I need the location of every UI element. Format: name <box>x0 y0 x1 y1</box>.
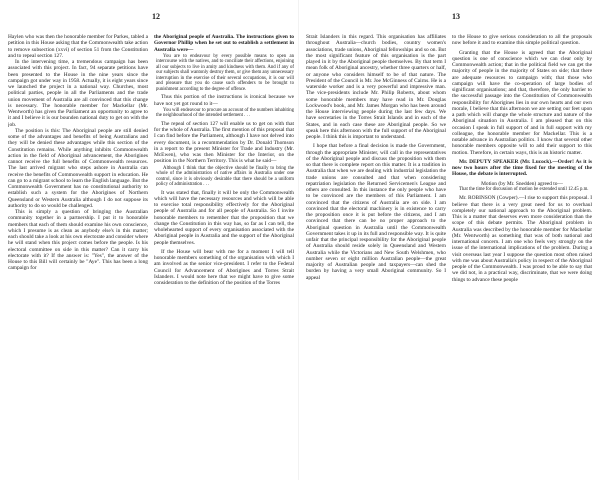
page-gutter <box>298 0 299 480</box>
motion-detail: That the time for discussion of motion be extended until 12.45 p.m. <box>459 186 589 192</box>
deputy-speaker-statement: Mr. DEPUTY SPEAKER (Mr. Lucock).—Order! As it is now two hours after the time fixed for the meeting of the House, the debate is interrupted. <box>452 158 592 178</box>
left-column-1 <box>8 34 148 286</box>
page-number: 13 <box>452 12 460 21</box>
paragraph: It was stated that, finally it will be only the Commonwealth which will have the necessary resources and which will be able to exercise total responsibility effectively for the Aboriginal people of Australia and for all people of Australia. So I invite honorable members to remember that the proposition that we change the Constitution in this way has, so far as I can tell, the wholehearted support of every organisation associated with the Aboriginal people in Australia and the support of the Aboriginal people themselves. <box>154 189 294 246</box>
paragraph: Granting that the House is agreed that the Aboriginal question is one of conscience which we can clear only by Commonwealth action; that in the political field we can get the majority of people in the majority of States on side; that there are adequate resources to campaign with; that those who campaign will have the co-operation of large bodies of significant organisations; and that, therefore, the only barrier to the successful passage into the Constitution of Commonwealth responsibility for Aborigines lies in our own hearts and our own morale, I believe that this afternoon we are setting our feet upon a path which will change the whole structure and nature of the Aboriginal situation in Australia. I am pleased that on this occasion I speak in full support of and in full support with my colleague, the honorable member for Mackellar. This is a notable advance in Australian politics. I know that several other honorable members opposite will to add their support to this motion. Therefore, in certain ways, this is an historic matter. <box>452 49 592 156</box>
right-page <box>306 0 592 480</box>
paragraph: The position is this: The Aboriginal people are still denied some of the advantages and benefits of being Australians and they will be denied these advantages while this section of the Constitution remains. While anything inhibits Commonwealth action in the field of Aboriginal advancement, the Aborigines cannot receive the full benefits of Commonwealth resources. The last arrived migrant who steps ashore in Australia can receive the benefits of Commonwealth support in education. He can go to a migrant school to learn the English language. But the Commonwealth Government has no constitutional authority to establish such a system for the Aborigines of Northern Queensland or Western Australia although I do not suppose its authority to do so would be challenged. <box>8 127 148 209</box>
paragraph: Haylen who was then the honorable member for Parkes, tabled a petition in this House asking that the Commonwealth take action to remove subsection (xxvi) of section 51 from the Constitution and to repeal section 127. <box>8 34 148 59</box>
speech-robinson: Mr. ROBINSON (Cowper).—I rise to support this proposal. I believe that there is a very great need for us to overhaul completely our national approach to the Aboriginal problem. This is a matter that deserves even more consideration than the scope of this debate permits. The Aboriginal problem in Australia was described by the honorable member for Mackellar (Mr. Wentworth) as something that was of both national and international concern. I am one who feels very strongly on the issue of the international implications of the problem. During a visit overseas last year I suppose the question most often raised with me was about Australia's policy in respect of the Aboriginal people of the Commonwealth. I was proud to be able to say that we did not, in a practical way, discriminate, that we were doing things to advance these people <box>452 195 592 283</box>
paragraph: the Aboriginal people of Australia. The instructions given to Governor Phillip when he set out to establish a settlement in Australia were— <box>154 34 294 53</box>
paragraph: If the House will bear with me for a moment I will tell honorable members something of the organisation with which I am involved as the senior vice-president. I refer to the Federal Council for Advancement of Aborigines and Torres Strait Islanders. I would note here that we might have to give some consideration to the definition of the position of the Torres <box>154 248 294 286</box>
block-quote: You will endeavour to procure an account of the numbers inhabiting the neighbourhood of the intended settlement . . . <box>156 107 294 119</box>
paragraph: This is simply a question of bringing the Australian community together in a partnership. I put it to honorable members that each of them should examine his own conscience, which I presume is as clean as anybody else's in this matter; each should take a look at his own electorate and consider where he will stand when this project comes before the people. Is his electoral committee on side in this matter? Can it carry his electorate with it? If the answer is: "Yes", the answer of the House to this Bill will certainly be "Aye". This has been a long campaign for <box>8 209 148 272</box>
right-column-1 <box>306 34 446 283</box>
block-quote: You are to endeavour by every possible means to open an intercourse with the natives, and to conciliate their affections, enjoining all our subjects to live in amity and kindness with them. And if any of our subjects shall wantonly destroy them, or give them any unnecessary interruption in the exercise of their several occupations, it is our will and pleasure that you do cause such offenders to be brought to punishment according to the degree of offence. <box>156 53 294 92</box>
motion-heading: Motion (by Mr. Snedden) agreed to— <box>481 180 563 187</box>
block-quote: Although I think that the objective should be finally to bring the whole of the administration of native affairs in Australia under one control, since it is obviously desirable that there should be a uniform policy of administration . . . <box>156 165 294 187</box>
paragraph: to the House to give serious consideration to all the proposals now before it and to examine this simple political question. <box>452 34 592 47</box>
page-number: 12 <box>152 12 160 21</box>
paragraph: Strait Islanders in this regard. This organisation has affiliates throughout Australia—church bodies, country women's associations, trade unions, Aboriginal fellowships and so on. But the most significant feature of this organisation is the part played in it by the Aboriginal people themselves. By that term I mean folk of Aboriginal ancestry, whether three quarters or half, or anyone who considers himself to be of that nature. The President of the Council is Mr. Joe McGinness of Cairns. He is a waterside worker and is a very powerful and impressive man. The vice-presidents include Mr. Philip Roberts, about whom some honorable members may have read in Mr. Douglas Lockwood's book, and Mr. James Morgan who has been around the House interviewing people during the last few days. We have secretaries in the Torres Strait Islands and in each of the States, and in each case these are Aboriginal people. So we speak here this afternoon with the full support of the Aboriginal people. I think this is important to understand. <box>306 34 446 140</box>
paragraph: The repeal of section 127 will enable us to get on with that for the whole of Australia. The first mention of this proposal that I can find before the Parliament, although I have not delved into every document, is a recommendation by Dr. Donald Thomson in a report to the present Minister for Trade and Industry (Mr. McEwen), who was then Minister for the Interior, on the position in the Northern Territory. This is what he said— <box>154 120 294 165</box>
left-column-2 <box>154 34 294 286</box>
paragraph: I hope that before a final decision is made the Government, through the appropriate Minister, will call in the representatives of the Aboriginal people and discuss the proposition with them so that there is complete report on this matter. It is a tradition in Australia that when we are dealing with industrial legislation the trade unions are consulted and that when considering repatriation legislation the Returned Servicemen's League and others are consulted. In this instance the only people who have to be convinced are the members of this Parliament. I am convinced that the citizens of Australia are on side. I am convinced that the electoral machinery is in existence to carry the proposition once it is put before the citizens, and I am convinced that there can be no proper approach to the Aboriginal question in Australia until the Commonwealth Government takes it up in its full and responsible way. It is quite unfair that the principal responsibility for the Aboriginal people of Australia should reside solely in Queensland and Western Australia while the Victorians and New South Welshmen, who number seven or eight million Australian people—the great majority of Australian people and taxpayers—can shed the burden by having a very small Aboriginal community. So I appeal <box>306 143 446 281</box>
paragraph: In the intervening time, a tremendous campaign has been associated with this project. In fact, 94 separate petitions have been presented to the House in the nine years since the campaign got under way in 1958. Actually, it is eight years since we launched the project in a national way. Churches, most political parties, people in all the Parliaments and the trade union movement of Australia are all convinced that this change is necessary. The honorable member for Mackellar (Mr. Wentworth) has given the Parliament an opportunity to agree to it and I believe it is our bounden national duty to get on with the job. <box>8 59 148 128</box>
left-page <box>8 0 294 480</box>
right-column-2 <box>452 34 592 283</box>
paragraph: Thus this portion of the instructions is ironical because we have not yet got round to it— <box>154 94 294 107</box>
